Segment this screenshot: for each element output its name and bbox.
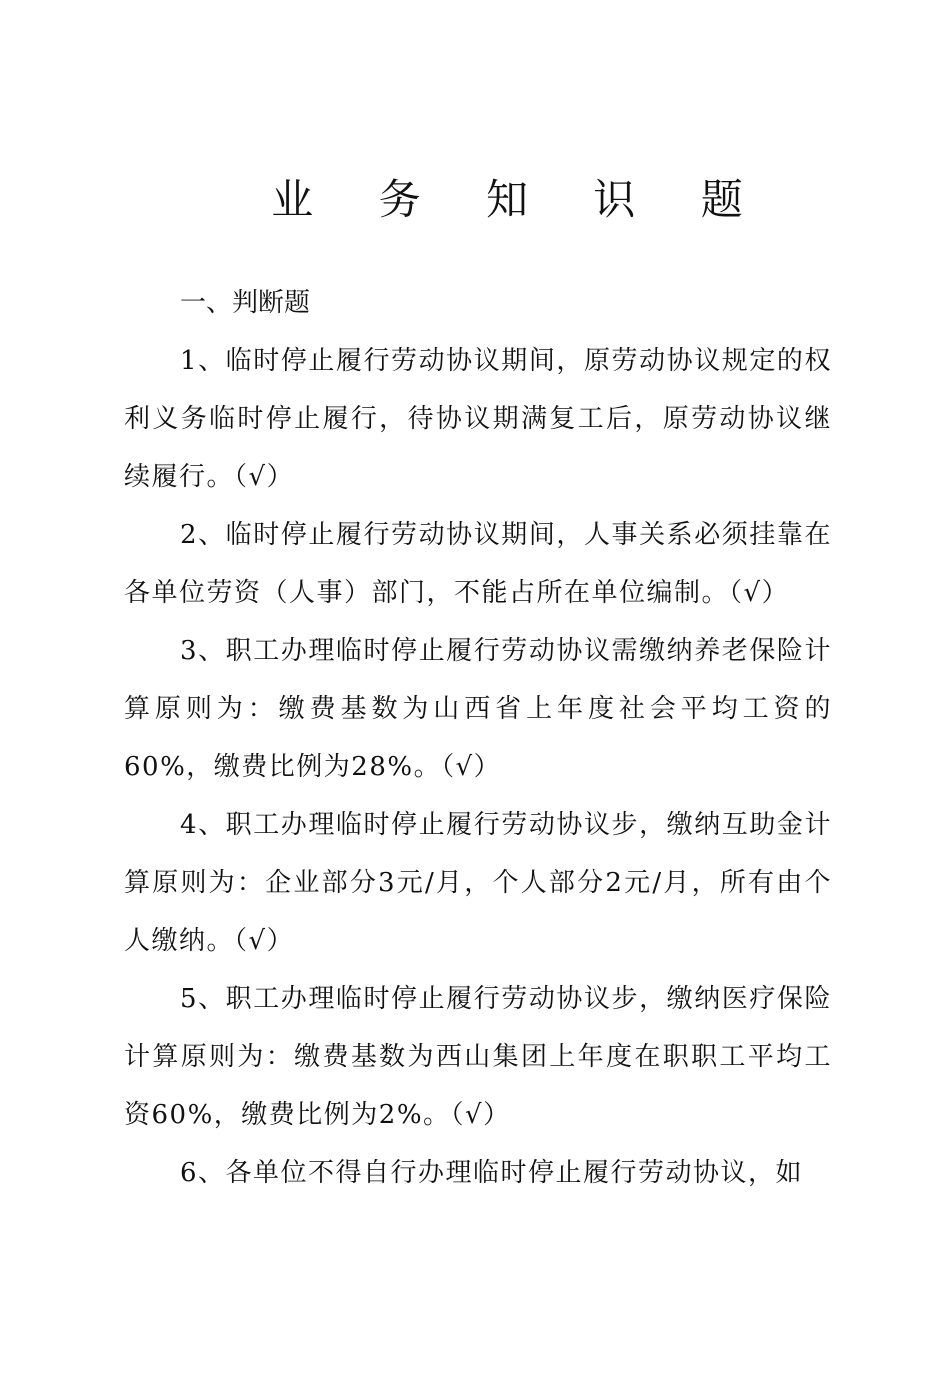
document-body [124, 274, 832, 1202]
question-item: 5、职工办理临时停止履行劳动协议步，缴纳医疗保险计算原则为：缴费基数为西山集团上年度在职职工平均工资60%，缴费比例为2%。（√） [124, 984, 832, 1130]
section-heading: 一、判断题 [180, 288, 311, 318]
question-item: 1、临时停止履行劳动协议期间，原劳动协议规定的权利义务临时停止履行，待协议期满复工后，原劳动协议继续履行。（√） [124, 346, 832, 492]
document-title: 业 务 知 识 题 [271, 175, 769, 224]
question-item: 2、临时停止履行劳动协议期间，人事关系必须挂靠在各单位劳资（人事）部门，不能占所在单位编制。（√） [124, 520, 832, 608]
question-item: 4、职工办理临时停止履行劳动协议步，缴纳互助金计算原则为：企业部分3元/月，个人部分2元/月，所有由个人缴纳。（√） [124, 810, 832, 956]
question-item: 6、各单位不得自行办理临时停止履行劳动协议，如 [180, 1158, 804, 1188]
question-item: 3、职工办理临时停止履行劳动协议需缴纳养老保险计算原则为：缴费基数为山西省上年度社会平均工资的60%，缴费比例为28%。（√） [124, 636, 832, 782]
